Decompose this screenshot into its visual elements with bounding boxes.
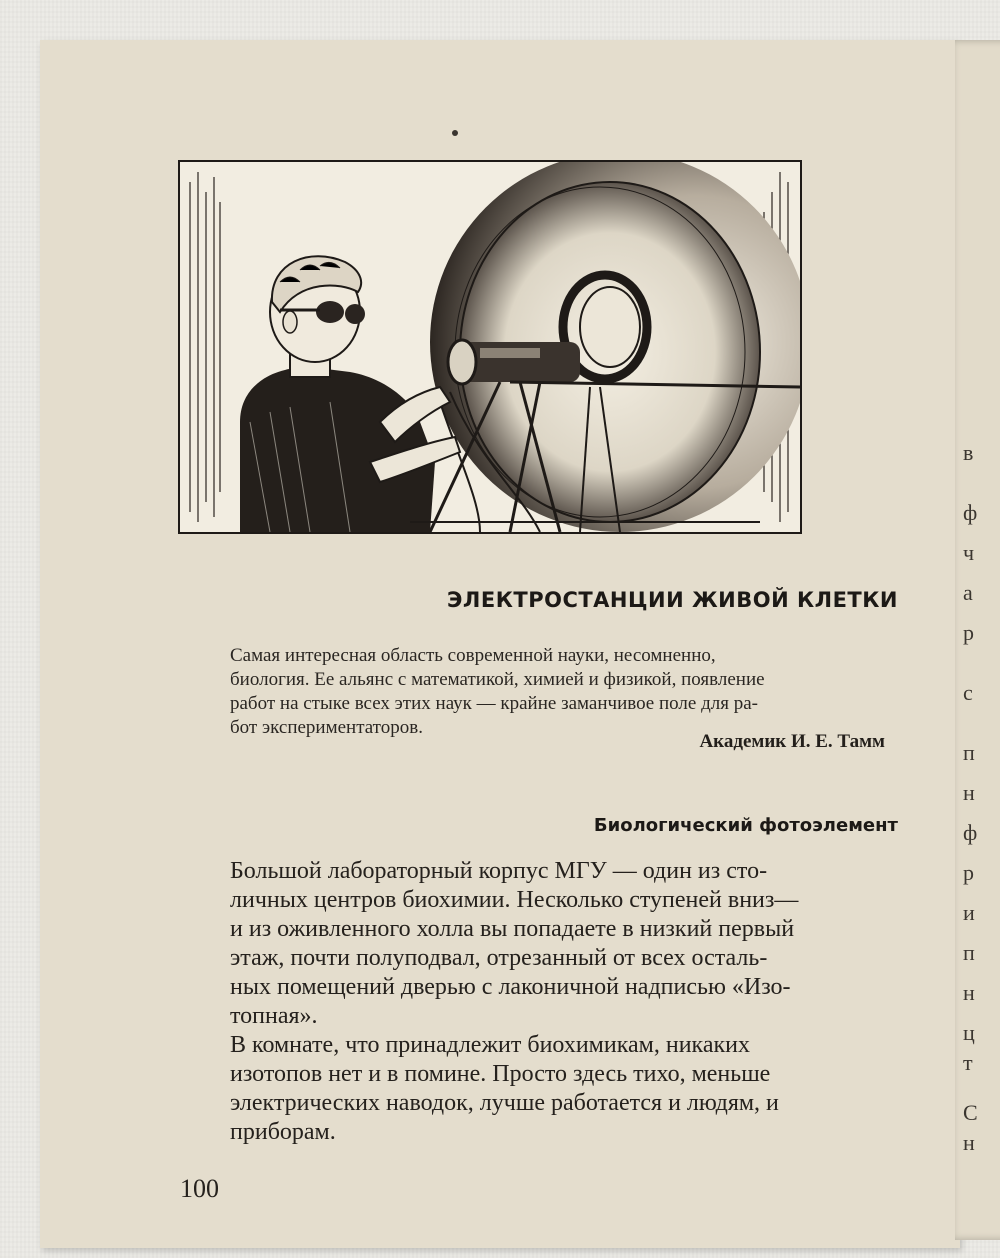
illustration-scientist-with-apparatus <box>178 160 802 534</box>
adjacent-page-fragment: н <box>963 780 975 805</box>
adjacent-page-edge <box>955 40 1000 1240</box>
adjacent-page-fragment: в <box>963 440 974 465</box>
adjacent-page-fragment: ф <box>963 500 978 525</box>
body-text <box>230 857 902 1147</box>
adjacent-page-fragment: п <box>963 740 975 765</box>
adjacent-page-fragment: и <box>963 900 975 925</box>
body-line: топная». <box>230 1003 318 1029</box>
body-line: В комнате, что принадлежит биохимикам, никаких <box>230 1032 750 1058</box>
adjacent-page-fragment: т <box>963 1050 973 1075</box>
body-line: личных центров биохимии. Несколько ступеней вниз— <box>230 887 799 913</box>
adjacent-page-fragment: н <box>963 980 975 1005</box>
adjacent-page-fragment: с <box>963 680 973 705</box>
adjacent-page-fragment: а <box>963 580 973 605</box>
epigraph-line: Самая интересная область современной науки, несомненно, <box>230 645 716 666</box>
epigraph-line: бот экспериментаторов. <box>230 717 423 738</box>
body-line: Большой лабораторный корпус МГУ — один из сто- <box>230 858 768 884</box>
body-line: этаж, почти полуподвал, отрезанный от всех осталь- <box>230 945 768 971</box>
adjacent-page-fragment: р <box>963 860 974 885</box>
epigraph-line: биология. Ее альянс с математикой, химией и физикой, появление <box>230 669 765 690</box>
page-number: 100 <box>180 1174 219 1203</box>
adjacent-page-fragment: п <box>963 940 975 965</box>
body-line: электрических наводок, лучше работается и людям, и <box>230 1090 779 1116</box>
adjacent-page-fragment: ч <box>963 540 975 565</box>
epigraph <box>230 644 902 740</box>
body-line: ных помещений дверью с лаконичной надписью «Изо- <box>230 974 791 1000</box>
ink-speck <box>452 130 458 136</box>
body-line: и из оживленного холла вы попадаете в низкий первый <box>230 916 795 942</box>
article-title: ЭЛЕКТРОСТАНЦИИ ЖИВОЙ КЛЕТКИ <box>447 588 898 612</box>
body-line: приборам. <box>230 1119 336 1145</box>
adjacent-page-fragment: ф <box>963 820 978 845</box>
adjacent-page-fragment: р <box>963 620 974 645</box>
adjacent-page-fragment: ц <box>963 1020 975 1045</box>
epigraph-author: Академик И. Е. Тамм <box>699 731 885 752</box>
adjacent-page-fragment: н <box>963 1130 975 1155</box>
body-line: изотопов нет и в помине. Просто здесь тихо, меньше <box>230 1061 771 1087</box>
section-title: Биологический фотоэлемент <box>593 815 898 836</box>
adjacent-page-fragment: С <box>963 1100 978 1125</box>
epigraph-line: работ на стыке всех этих наук — крайне заманчивое поле для ра- <box>230 693 758 714</box>
